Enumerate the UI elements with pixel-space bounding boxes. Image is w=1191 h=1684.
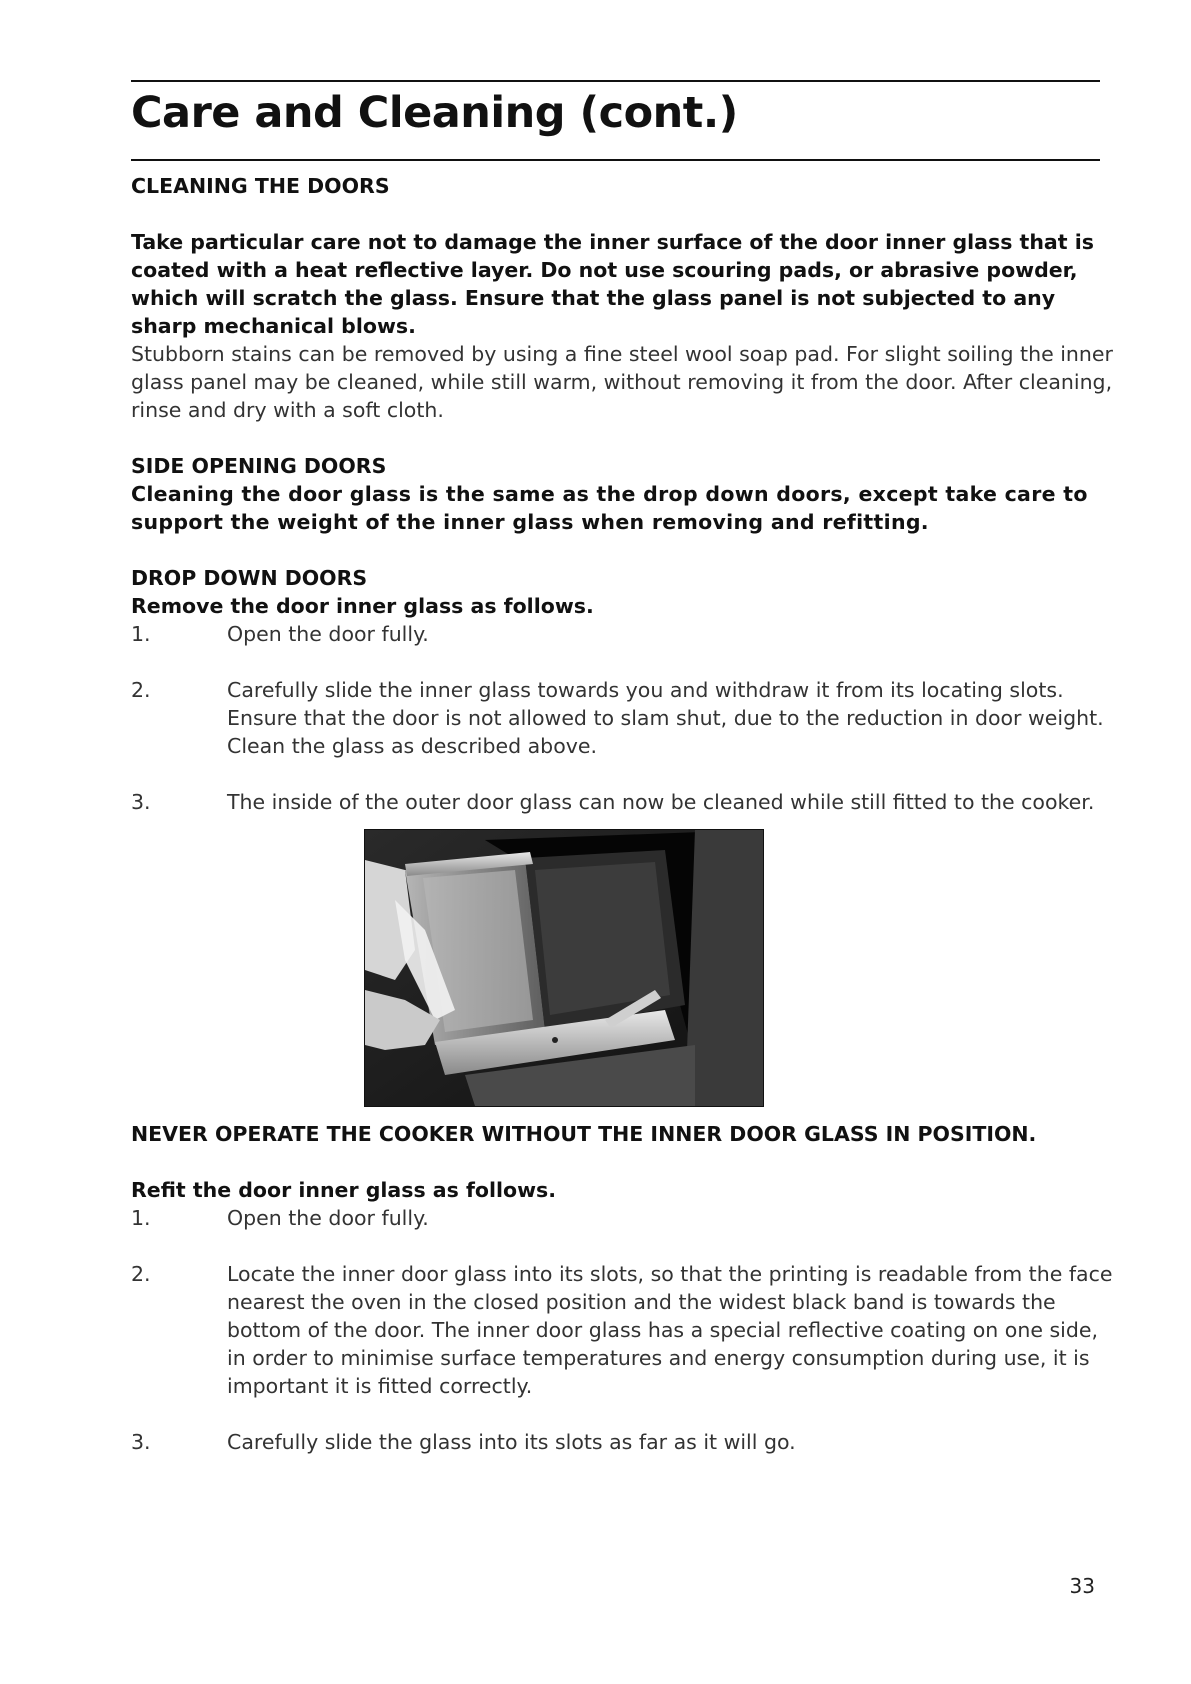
page-number: 33 [1069, 1574, 1095, 1598]
step-number: 3. [131, 790, 151, 814]
step-text: Open the door fully. [227, 622, 429, 646]
title-bottom-rule [131, 159, 1100, 161]
refit-step-3 [131, 1428, 1121, 1456]
remove-step-1 [131, 620, 1121, 648]
step-number: 2. [131, 1262, 151, 1286]
drop-doors-heading: DROP DOWN DOORS [131, 566, 368, 590]
cleaning-doors-body: Stubborn stains can be removed by using a fine steel wool soap pad. For slight soiling the inner glass panel may be cleaned, while still warm, without removing it from the door. After cleaning, rinse and dry with a soft cloth. [131, 342, 1113, 422]
step-text: Locate the inner door glass into its slots, so that the printing is readable from the face nearest the oven in the closed position and the widest black band is towards the bottom of the door. The inner door glass has a special reflective coating on one side, in order to minimise surface temperatures and energy consumption during use, it is important it is fitted correctly. [227, 1262, 1113, 1398]
side-doors-heading: SIDE OPENING DOORS [131, 454, 387, 478]
page-title: Care and Cleaning (cont.) [131, 88, 738, 138]
step-text: The inside of the outer door glass can now be cleaned while still fitted to the cooker. [227, 790, 1095, 814]
cleaning-doors-heading: CLEANING THE DOORS [131, 174, 390, 198]
step-number: 3. [131, 1430, 151, 1454]
title-top-rule [131, 80, 1100, 82]
step-text: Open the door fully. [227, 1206, 429, 1230]
step-number: 2. [131, 678, 151, 702]
remove-step-2 [131, 676, 1121, 760]
step-text: Carefully slide the glass into its slots as far as it will go. [227, 1430, 796, 1454]
refit-step-1 [131, 1204, 1121, 1232]
remove-step-3 [131, 788, 1121, 816]
page-content [131, 172, 1121, 1456]
door-glass-removal-photo [364, 829, 764, 1107]
cleaning-doors-warning: Take particular care not to damage the inner surface of the door inner glass that is coated with a heat reflective layer. Do not use scouring pads, or abrasive powder, which will scratch the glass. Ensure that the glass panel is not subjected to any sharp mechanical blows. [131, 230, 1094, 338]
step-text: Carefully slide the inner glass towards you and withdraw it from its locating slots. Ensure that the door is not allowed to slam shut, due to the reduction in door weight. Clean the glass as described above. [227, 678, 1104, 758]
refit-step-2 [131, 1260, 1121, 1400]
oven-door-illustration [365, 830, 763, 1106]
side-doors-body: Cleaning the door glass is the same as the drop down doors, except take care to support the weight of the inner glass when removing and refitting. [131, 482, 1088, 534]
step-number: 1. [131, 622, 151, 646]
refit-intro: Refit the door inner glass as follows. [131, 1178, 557, 1202]
drop-doors-intro: Remove the door inner glass as follows. [131, 594, 594, 618]
step-number: 1. [131, 1206, 151, 1230]
never-operate-warning: NEVER OPERATE THE COOKER WITHOUT THE INNER DOOR GLASS IN POSITION. [131, 1122, 1037, 1146]
